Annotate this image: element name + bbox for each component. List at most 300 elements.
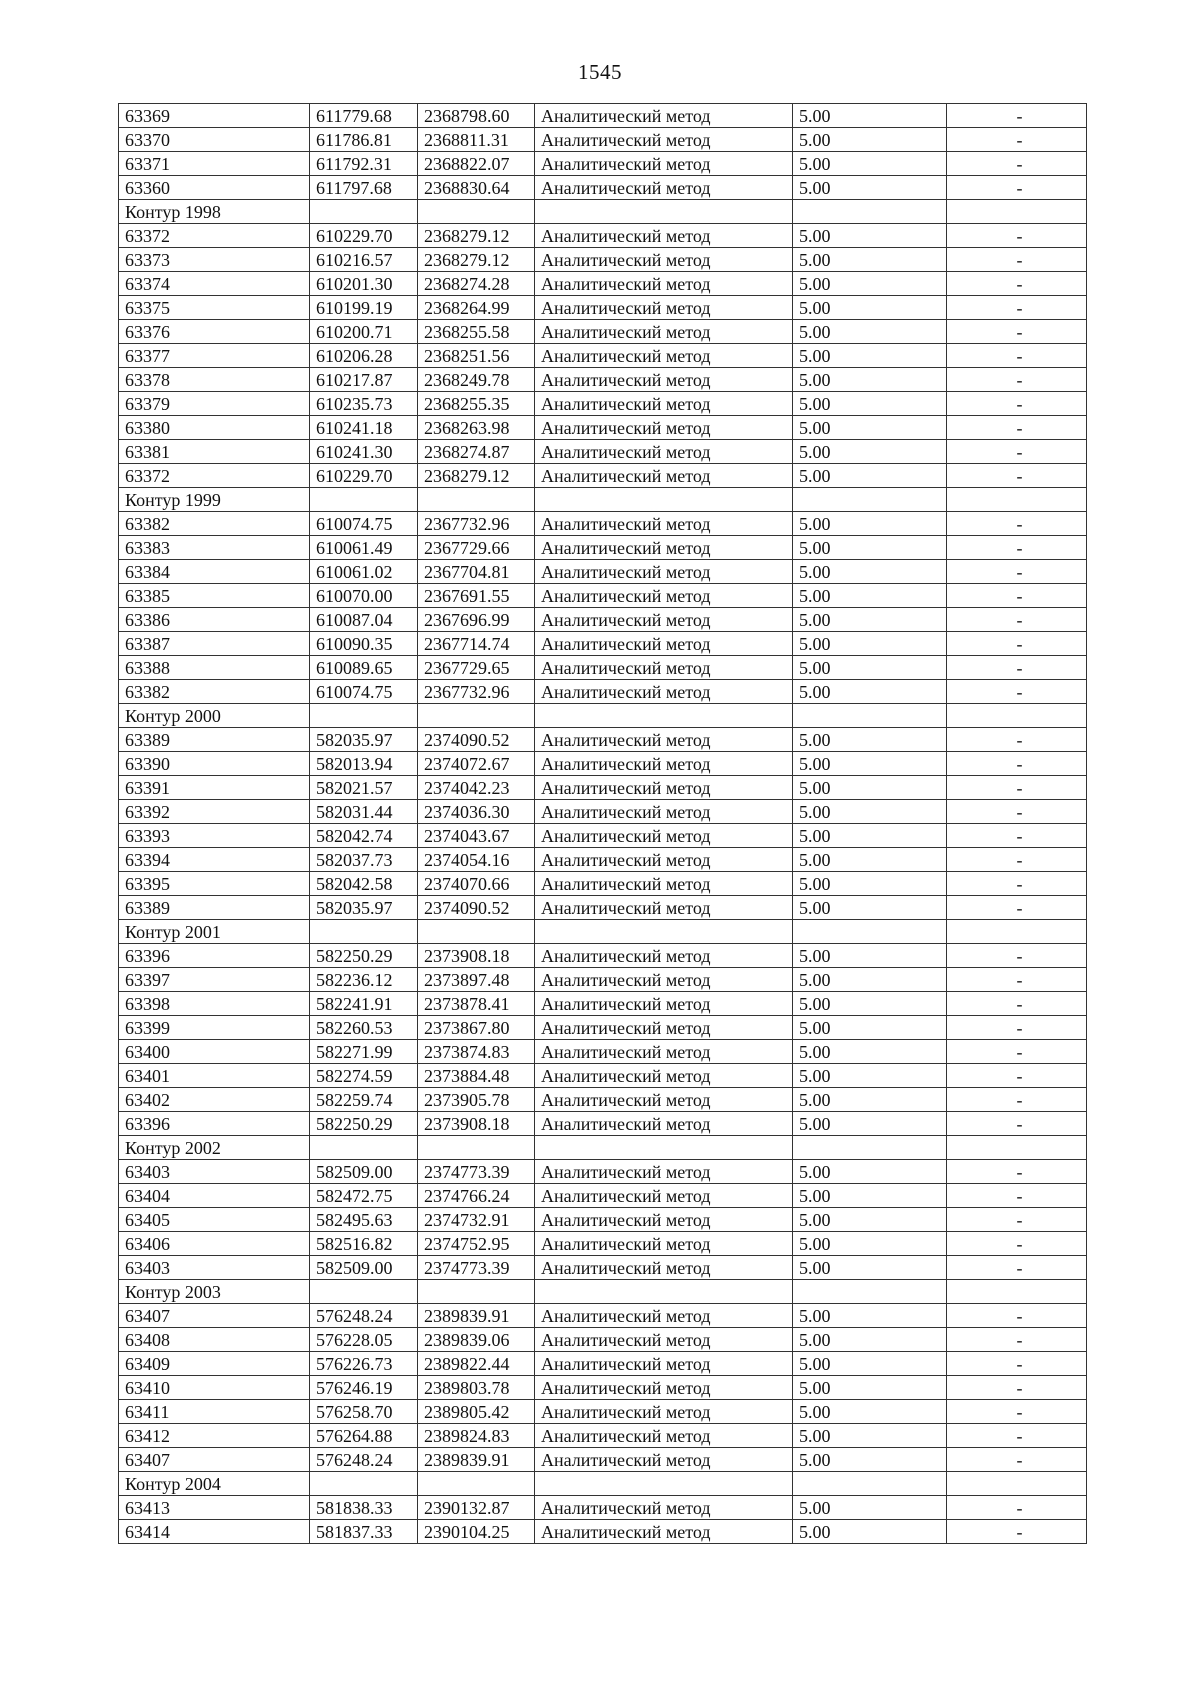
x-coordinate-cell: 582035.97 (310, 728, 418, 752)
accuracy-cell: 5.00 (793, 584, 947, 608)
y-coordinate-cell: 2368263.98 (418, 416, 535, 440)
empty-cell (418, 488, 535, 512)
table-row (119, 1040, 1087, 1064)
coordinates-table-body (119, 104, 1087, 1544)
accuracy-cell: 5.00 (793, 1232, 947, 1256)
point-id-cell: 63380 (119, 416, 310, 440)
accuracy-cell: 5.00 (793, 656, 947, 680)
note-cell: - (947, 104, 1087, 128)
x-coordinate-cell: 611792.31 (310, 152, 418, 176)
accuracy-cell: 5.00 (793, 872, 947, 896)
point-id-cell: 63394 (119, 848, 310, 872)
x-coordinate-cell: 582516.82 (310, 1232, 418, 1256)
table-row (119, 272, 1087, 296)
y-coordinate-cell: 2373905.78 (418, 1088, 535, 1112)
table-row (119, 1304, 1087, 1328)
point-id-cell: 63370 (119, 128, 310, 152)
note-cell: - (947, 584, 1087, 608)
note-cell: - (947, 368, 1087, 392)
x-coordinate-cell: 610201.30 (310, 272, 418, 296)
method-cell: Аналитический метод (535, 968, 793, 992)
contour-label: Контур 2000 (119, 704, 310, 728)
note-cell: - (947, 1448, 1087, 1472)
y-coordinate-cell: 2374766.24 (418, 1184, 535, 1208)
y-coordinate-cell: 2368251.56 (418, 344, 535, 368)
contour-label: Контур 2004 (119, 1472, 310, 1496)
empty-cell (947, 1280, 1087, 1304)
point-id-cell: 63398 (119, 992, 310, 1016)
method-cell: Аналитический метод (535, 272, 793, 296)
note-cell: - (947, 1160, 1087, 1184)
x-coordinate-cell: 610206.28 (310, 344, 418, 368)
accuracy-cell: 5.00 (793, 296, 947, 320)
empty-cell (535, 1280, 793, 1304)
table-row (119, 632, 1087, 656)
y-coordinate-cell: 2390104.25 (418, 1520, 535, 1544)
x-coordinate-cell: 582260.53 (310, 1016, 418, 1040)
x-coordinate-cell: 576258.70 (310, 1400, 418, 1424)
point-id-cell: 63377 (119, 344, 310, 368)
table-row (119, 176, 1087, 200)
y-coordinate-cell: 2367729.66 (418, 536, 535, 560)
x-coordinate-cell: 582250.29 (310, 1112, 418, 1136)
note-cell: - (947, 176, 1087, 200)
note-cell: - (947, 464, 1087, 488)
accuracy-cell: 5.00 (793, 776, 947, 800)
table-row (119, 872, 1087, 896)
x-coordinate-cell: 610235.73 (310, 392, 418, 416)
x-coordinate-cell: 582013.94 (310, 752, 418, 776)
method-cell: Аналитический метод (535, 1424, 793, 1448)
x-coordinate-cell: 582021.57 (310, 776, 418, 800)
x-coordinate-cell: 576246.19 (310, 1376, 418, 1400)
note-cell: - (947, 536, 1087, 560)
method-cell: Аналитический метод (535, 1064, 793, 1088)
note-cell: - (947, 1328, 1087, 1352)
note-cell: - (947, 896, 1087, 920)
table-row (119, 1256, 1087, 1280)
point-id-cell: 63392 (119, 800, 310, 824)
note-cell: - (947, 728, 1087, 752)
point-id-cell: 63385 (119, 584, 310, 608)
table-row (119, 128, 1087, 152)
note-cell: - (947, 1112, 1087, 1136)
point-id-cell: 63406 (119, 1232, 310, 1256)
y-coordinate-cell: 2373878.41 (418, 992, 535, 1016)
method-cell: Аналитический метод (535, 728, 793, 752)
table-row (119, 752, 1087, 776)
table-row (119, 800, 1087, 824)
note-cell: - (947, 1376, 1087, 1400)
table-row (119, 392, 1087, 416)
point-id-cell: 63409 (119, 1352, 310, 1376)
point-id-cell: 63389 (119, 728, 310, 752)
y-coordinate-cell: 2374036.30 (418, 800, 535, 824)
y-coordinate-cell: 2374043.67 (418, 824, 535, 848)
point-id-cell: 63396 (119, 944, 310, 968)
contour-header-row (119, 488, 1087, 512)
empty-cell (418, 1280, 535, 1304)
empty-cell (947, 200, 1087, 224)
y-coordinate-cell: 2389839.91 (418, 1448, 535, 1472)
empty-cell (947, 1472, 1087, 1496)
note-cell: - (947, 296, 1087, 320)
note-cell: - (947, 440, 1087, 464)
note-cell: - (947, 608, 1087, 632)
note-cell: - (947, 632, 1087, 656)
method-cell: Аналитический метод (535, 1448, 793, 1472)
y-coordinate-cell: 2368255.35 (418, 392, 535, 416)
note-cell: - (947, 1520, 1087, 1544)
table-row (119, 1160, 1087, 1184)
method-cell: Аналитический метод (535, 608, 793, 632)
accuracy-cell: 5.00 (793, 680, 947, 704)
contour-header-row (119, 920, 1087, 944)
point-id-cell: 63384 (119, 560, 310, 584)
point-id-cell: 63393 (119, 824, 310, 848)
x-coordinate-cell: 610200.71 (310, 320, 418, 344)
empty-cell (310, 488, 418, 512)
point-id-cell: 63386 (119, 608, 310, 632)
note-cell: - (947, 1088, 1087, 1112)
x-coordinate-cell: 611779.68 (310, 104, 418, 128)
note-cell: - (947, 128, 1087, 152)
y-coordinate-cell: 2368279.12 (418, 464, 535, 488)
y-coordinate-cell: 2373908.18 (418, 944, 535, 968)
table-row (119, 224, 1087, 248)
table-row (119, 104, 1087, 128)
method-cell: Аналитический метод (535, 1496, 793, 1520)
accuracy-cell: 5.00 (793, 176, 947, 200)
table-row (119, 1232, 1087, 1256)
table-row (119, 1400, 1087, 1424)
y-coordinate-cell: 2368274.87 (418, 440, 535, 464)
method-cell: Аналитический метод (535, 1016, 793, 1040)
note-cell: - (947, 800, 1087, 824)
method-cell: Аналитический метод (535, 1088, 793, 1112)
contour-header-row (119, 1472, 1087, 1496)
method-cell: Аналитический метод (535, 152, 793, 176)
point-id-cell: 63388 (119, 656, 310, 680)
table-row (119, 776, 1087, 800)
note-cell: - (947, 776, 1087, 800)
accuracy-cell: 5.00 (793, 752, 947, 776)
point-id-cell: 63407 (119, 1304, 310, 1328)
accuracy-cell: 5.00 (793, 1400, 947, 1424)
accuracy-cell: 5.00 (793, 728, 947, 752)
method-cell: Аналитический метод (535, 896, 793, 920)
table-row (119, 416, 1087, 440)
method-cell: Аналитический метод (535, 344, 793, 368)
empty-cell (947, 488, 1087, 512)
note-cell: - (947, 968, 1087, 992)
method-cell: Аналитический метод (535, 224, 793, 248)
y-coordinate-cell: 2367732.96 (418, 512, 535, 536)
empty-cell (793, 1280, 947, 1304)
method-cell: Аналитический метод (535, 296, 793, 320)
accuracy-cell: 5.00 (793, 248, 947, 272)
accuracy-cell: 5.00 (793, 1088, 947, 1112)
empty-cell (310, 920, 418, 944)
y-coordinate-cell: 2374773.39 (418, 1256, 535, 1280)
x-coordinate-cell: 610199.19 (310, 296, 418, 320)
note-cell: - (947, 272, 1087, 296)
note-cell: - (947, 1208, 1087, 1232)
table-row (119, 1520, 1087, 1544)
point-id-cell: 63397 (119, 968, 310, 992)
empty-cell (793, 1472, 947, 1496)
y-coordinate-cell: 2368274.28 (418, 272, 535, 296)
x-coordinate-cell: 611786.81 (310, 128, 418, 152)
y-coordinate-cell: 2368811.31 (418, 128, 535, 152)
note-cell: - (947, 1064, 1087, 1088)
empty-cell (310, 1136, 418, 1160)
point-id-cell: 63373 (119, 248, 310, 272)
accuracy-cell: 5.00 (793, 1376, 947, 1400)
method-cell: Аналитический метод (535, 1520, 793, 1544)
table-row (119, 512, 1087, 536)
table-row (119, 560, 1087, 584)
accuracy-cell: 5.00 (793, 992, 947, 1016)
y-coordinate-cell: 2368822.07 (418, 152, 535, 176)
point-id-cell: 63403 (119, 1160, 310, 1184)
accuracy-cell: 5.00 (793, 1496, 947, 1520)
point-id-cell: 63360 (119, 176, 310, 200)
x-coordinate-cell: 582042.58 (310, 872, 418, 896)
table-row (119, 944, 1087, 968)
point-id-cell: 63408 (119, 1328, 310, 1352)
x-coordinate-cell: 582037.73 (310, 848, 418, 872)
point-id-cell: 63378 (119, 368, 310, 392)
note-cell: - (947, 512, 1087, 536)
table-row (119, 728, 1087, 752)
x-coordinate-cell: 576264.88 (310, 1424, 418, 1448)
x-coordinate-cell: 582259.74 (310, 1088, 418, 1112)
table-row (119, 344, 1087, 368)
x-coordinate-cell: 576226.73 (310, 1352, 418, 1376)
y-coordinate-cell: 2368249.78 (418, 368, 535, 392)
note-cell: - (947, 944, 1087, 968)
point-id-cell: 63405 (119, 1208, 310, 1232)
table-row (119, 968, 1087, 992)
y-coordinate-cell: 2373867.80 (418, 1016, 535, 1040)
method-cell: Аналитический метод (535, 104, 793, 128)
x-coordinate-cell: 582274.59 (310, 1064, 418, 1088)
empty-cell (793, 704, 947, 728)
y-coordinate-cell: 2368830.64 (418, 176, 535, 200)
table-row (119, 368, 1087, 392)
table-row (119, 1088, 1087, 1112)
x-coordinate-cell: 610229.70 (310, 224, 418, 248)
accuracy-cell: 5.00 (793, 968, 947, 992)
table-row (119, 824, 1087, 848)
y-coordinate-cell: 2373884.48 (418, 1064, 535, 1088)
note-cell: - (947, 560, 1087, 584)
x-coordinate-cell: 582271.99 (310, 1040, 418, 1064)
accuracy-cell: 5.00 (793, 536, 947, 560)
accuracy-cell: 5.00 (793, 272, 947, 296)
empty-cell (535, 488, 793, 512)
method-cell: Аналитический метод (535, 1208, 793, 1232)
x-coordinate-cell: 610089.65 (310, 656, 418, 680)
x-coordinate-cell: 610087.04 (310, 608, 418, 632)
x-coordinate-cell: 582472.75 (310, 1184, 418, 1208)
y-coordinate-cell: 2367714.74 (418, 632, 535, 656)
accuracy-cell: 5.00 (793, 632, 947, 656)
accuracy-cell: 5.00 (793, 824, 947, 848)
method-cell: Аналитический метод (535, 1256, 793, 1280)
point-id-cell: 63372 (119, 464, 310, 488)
point-id-cell: 63376 (119, 320, 310, 344)
empty-cell (418, 1136, 535, 1160)
accuracy-cell: 5.00 (793, 512, 947, 536)
x-coordinate-cell: 610090.35 (310, 632, 418, 656)
accuracy-cell: 5.00 (793, 320, 947, 344)
note-cell: - (947, 1496, 1087, 1520)
y-coordinate-cell: 2374732.91 (418, 1208, 535, 1232)
accuracy-cell: 5.00 (793, 1328, 947, 1352)
point-id-cell: 63382 (119, 512, 310, 536)
point-id-cell: 63407 (119, 1448, 310, 1472)
table-row (119, 1016, 1087, 1040)
note-cell: - (947, 1352, 1087, 1376)
method-cell: Аналитический метод (535, 176, 793, 200)
note-cell: - (947, 1016, 1087, 1040)
y-coordinate-cell: 2368279.12 (418, 224, 535, 248)
method-cell: Аналитический метод (535, 248, 793, 272)
point-id-cell: 63389 (119, 896, 310, 920)
empty-cell (535, 1136, 793, 1160)
method-cell: Аналитический метод (535, 800, 793, 824)
accuracy-cell: 5.00 (793, 1304, 947, 1328)
method-cell: Аналитический метод (535, 1232, 793, 1256)
note-cell: - (947, 752, 1087, 776)
method-cell: Аналитический метод (535, 1352, 793, 1376)
contour-label: Контур 2002 (119, 1136, 310, 1160)
accuracy-cell: 5.00 (793, 1040, 947, 1064)
method-cell: Аналитический метод (535, 824, 793, 848)
accuracy-cell: 5.00 (793, 1352, 947, 1376)
table-row (119, 584, 1087, 608)
y-coordinate-cell: 2389822.44 (418, 1352, 535, 1376)
method-cell: Аналитический метод (535, 776, 793, 800)
note-cell: - (947, 416, 1087, 440)
y-coordinate-cell: 2389839.91 (418, 1304, 535, 1328)
y-coordinate-cell: 2367729.65 (418, 656, 535, 680)
y-coordinate-cell: 2367704.81 (418, 560, 535, 584)
contour-label: Контур 2003 (119, 1280, 310, 1304)
y-coordinate-cell: 2368798.60 (418, 104, 535, 128)
point-id-cell: 63369 (119, 104, 310, 128)
note-cell: - (947, 248, 1087, 272)
y-coordinate-cell: 2374070.66 (418, 872, 535, 896)
y-coordinate-cell: 2374773.39 (418, 1160, 535, 1184)
empty-cell (535, 920, 793, 944)
note-cell: - (947, 1256, 1087, 1280)
x-coordinate-cell: 582031.44 (310, 800, 418, 824)
point-id-cell: 63391 (119, 776, 310, 800)
x-coordinate-cell: 582035.97 (310, 896, 418, 920)
x-coordinate-cell: 610216.57 (310, 248, 418, 272)
table-row (119, 1208, 1087, 1232)
accuracy-cell: 5.00 (793, 1112, 947, 1136)
x-coordinate-cell: 582042.74 (310, 824, 418, 848)
point-id-cell: 63383 (119, 536, 310, 560)
point-id-cell: 63410 (119, 1376, 310, 1400)
table-row (119, 1184, 1087, 1208)
table-row (119, 680, 1087, 704)
accuracy-cell: 5.00 (793, 440, 947, 464)
point-id-cell: 63375 (119, 296, 310, 320)
note-cell: - (947, 1424, 1087, 1448)
method-cell: Аналитический метод (535, 1040, 793, 1064)
note-cell: - (947, 680, 1087, 704)
y-coordinate-cell: 2374072.67 (418, 752, 535, 776)
empty-cell (310, 200, 418, 224)
method-cell: Аналитический метод (535, 584, 793, 608)
accuracy-cell: 5.00 (793, 1208, 947, 1232)
method-cell: Аналитический метод (535, 992, 793, 1016)
note-cell: - (947, 992, 1087, 1016)
method-cell: Аналитический метод (535, 368, 793, 392)
accuracy-cell: 5.00 (793, 1016, 947, 1040)
y-coordinate-cell: 2367732.96 (418, 680, 535, 704)
table-row (119, 1328, 1087, 1352)
method-cell: Аналитический метод (535, 320, 793, 344)
y-coordinate-cell: 2389824.83 (418, 1424, 535, 1448)
method-cell: Аналитический метод (535, 512, 793, 536)
x-coordinate-cell: 610241.18 (310, 416, 418, 440)
point-id-cell: 63400 (119, 1040, 310, 1064)
table-row (119, 536, 1087, 560)
page-number: 1545 (578, 60, 622, 84)
note-cell: - (947, 224, 1087, 248)
y-coordinate-cell: 2367696.99 (418, 608, 535, 632)
y-coordinate-cell: 2389803.78 (418, 1376, 535, 1400)
empty-cell (947, 704, 1087, 728)
x-coordinate-cell: 611797.68 (310, 176, 418, 200)
note-cell: - (947, 872, 1087, 896)
method-cell: Аналитический метод (535, 872, 793, 896)
method-cell: Аналитический метод (535, 464, 793, 488)
method-cell: Аналитический метод (535, 1376, 793, 1400)
point-id-cell: 63414 (119, 1520, 310, 1544)
method-cell: Аналитический метод (535, 1304, 793, 1328)
table-row (119, 152, 1087, 176)
method-cell: Аналитический метод (535, 1184, 793, 1208)
point-id-cell: 63412 (119, 1424, 310, 1448)
contour-header-row (119, 200, 1087, 224)
empty-cell (947, 1136, 1087, 1160)
method-cell: Аналитический метод (535, 128, 793, 152)
empty-cell (535, 704, 793, 728)
x-coordinate-cell: 610217.87 (310, 368, 418, 392)
method-cell: Аналитический метод (535, 440, 793, 464)
empty-cell (793, 488, 947, 512)
table-row (119, 848, 1087, 872)
table-row (119, 1424, 1087, 1448)
contour-header-row (119, 1280, 1087, 1304)
table-row (119, 656, 1087, 680)
accuracy-cell: 5.00 (793, 1064, 947, 1088)
method-cell: Аналитический метод (535, 416, 793, 440)
x-coordinate-cell: 582495.63 (310, 1208, 418, 1232)
accuracy-cell: 5.00 (793, 1448, 947, 1472)
y-coordinate-cell: 2389839.06 (418, 1328, 535, 1352)
y-coordinate-cell: 2374054.16 (418, 848, 535, 872)
note-cell: - (947, 320, 1087, 344)
method-cell: Аналитический метод (535, 632, 793, 656)
